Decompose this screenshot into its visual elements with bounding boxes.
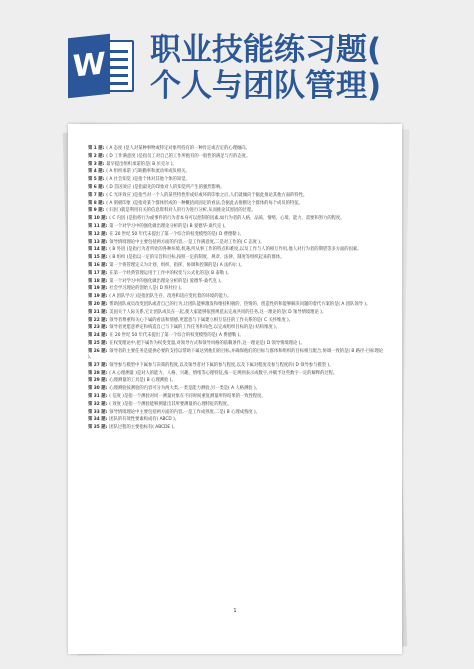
question-item <box>88 216 386 222</box>
question-text: ( C 光环效应 )是指当对一个人的某些特性形成好或坏的印象之后,人们就倾向于据此推论其他方面的特性。 <box>106 192 308 198</box>
question-item <box>88 177 386 183</box>
question-item <box>88 240 386 246</box>
question-list <box>88 146 386 433</box>
question-item <box>88 208 386 214</box>
question-text: ( 效度 )是指一个测验能够测量出其所要测量的心理特征的程度。 <box>109 401 232 407</box>
question-text: 帮助团队成员改变团队或者自己的行为,让团队能够激发和维持积极的、热情的、创造性的和能够解决问题的着代方案的是( A 团队领导 )。 <box>109 301 371 307</box>
question-text: ( D 首因效应 )是指最先的印象对人的知觉所产生的强烈影响。 <box>106 184 225 190</box>
question-number: 第 33 题: <box>88 409 108 415</box>
question-item <box>88 294 386 300</box>
question-number: 第 17 题: <box>88 270 108 276</box>
question-number: 第 32 题: <box>88 401 108 407</box>
question-text: 领导者的主要任务是提供必要的支持以帮助下属达到他们的目标,并确保他们的目标与群体和组织的目标相互配合,协调一致的是( B 路径-目标理论 )。 <box>88 348 384 360</box>
question-item <box>88 425 386 431</box>
question-number: 第 34 题: <box>88 417 108 423</box>
question-item <box>88 232 386 238</box>
question-text: 美国关于人际关系,它让团队成员在一起,使大家能够依照规范去完成共同的任务,这一理论的是( D 领导情境理论 )。 <box>109 309 327 315</box>
question-item <box>88 169 386 175</box>
question-text: ( A 组织承诺 )与缺勤率和流动率成负相关。 <box>106 169 190 175</box>
question-text: 领导情境理论中主要包括两方面的内容,一是工作成熟度,二是( B 心理成熟度 )。 <box>109 409 260 415</box>
question-number: 第 16 题: <box>88 262 108 268</box>
question-item <box>88 193 386 199</box>
question-number: 第 1 题: <box>88 146 105 151</box>
question-text: 心理测验按测验的内容可分为两大类,一类是能力测验,另一类是( A 人格测验 )。 <box>109 386 260 392</box>
question-number: 第 29 题: <box>88 378 108 384</box>
question-item <box>88 325 386 331</box>
question-item <box>88 363 386 369</box>
question-text: 在 20 世纪 50 年代末提出了第一个综合的权变模型的是( D 费德勒 )。 <box>109 231 244 237</box>
word-document-icon <box>68 36 136 96</box>
question-number: 第 6 题: <box>88 184 105 190</box>
question-number: 第 25 题: <box>88 340 108 346</box>
question-number: 第 31 题: <box>88 393 108 399</box>
question-item <box>88 279 386 285</box>
question-number: 第 28 题: <box>88 370 108 376</box>
question-text: 第一个将管理定义为计划、组织、指挥、协调和控制的是( A 法约尔 )。 <box>109 262 245 268</box>
question-item <box>88 371 386 377</box>
cover-title-line-1: 职业技能练习题( <box>150 32 382 68</box>
question-number: 第 14 题: <box>88 247 108 253</box>
question-text: 最早提出组织承诺的是( B 贝克尔 )。 <box>106 161 177 167</box>
question-number: 第 27 题: <box>88 362 108 368</box>
question-text: ( C 内因 )是指将行为或事件的行为者本身可以控制的因素,如行为者的人格、品质、情绪、心境、能力、需要和努力的程度。 <box>109 216 345 222</box>
cover-title <box>150 32 450 104</box>
question-number: 第 12 题: <box>88 231 108 237</box>
question-item <box>88 302 386 308</box>
question-text: ( A 心理测量 )是对人的能力、人格、兴趣、情绪等心理特征,按一定规则表示成数字,并赋予这些数字一定的解释的过程。 <box>109 370 338 376</box>
question-item <box>88 224 386 230</box>
question-text: ( 信度 )是指一个测验对同一测量对象在不同时间重复测量所得结果的一致性程度。 <box>109 393 266 399</box>
word-w-badge: W <box>68 34 110 98</box>
question-text: ( B 外因 )是指行为者所处的各种环境,机遇,所从事工作的特点和难度,以及工作与人的相互作用,他人对行为者的期望等多方面的因素。 <box>109 247 362 253</box>
question-text: 社会学习理论的创始人是( D 班杜拉 )。 <box>109 286 185 292</box>
question-text: ( A 刻板印象 )是指对某个群体形成的一种概括而固定的看法,会据此去推断这个群体的每个成员的特征。 <box>106 200 303 206</box>
question-item <box>88 146 386 152</box>
question-text: 领导者更愿意界定和构造自己与下属的工作任务和角色,以完成组织目标的是( 结构维度 )。 <box>109 325 281 331</box>
question-text: 领导参与模型中下属参与决策的程度,以及领导者对下属的参与程度,以及下属对程度及参与程度的( D 领导参与模型 )。 <box>109 362 334 368</box>
question-item <box>88 318 386 324</box>
question-number: 第 13 题: <box>88 239 108 245</box>
question-number: 第 4 题: <box>88 169 105 175</box>
question-item <box>88 341 386 347</box>
question-item <box>88 349 386 361</box>
question-item <box>88 410 386 416</box>
question-item <box>88 162 386 168</box>
page-number: 1 <box>233 608 237 614</box>
question-text: 领导者尊重和关心下属的看法和情感,更愿意与下属建立相互信任的工作关系的是( C 关怀维度 )。 <box>109 317 293 323</box>
question-item <box>88 263 386 269</box>
question-item <box>88 333 386 339</box>
question-text: ( B 组织 )是指以一定的宗旨和目标,按照一定的制度、规章、法律、制度等组织起来的群体。 <box>109 255 285 261</box>
question-number: 第 9 题: <box>88 208 105 214</box>
question-item <box>88 394 386 400</box>
question-number: 第 7 题: <box>88 192 105 198</box>
question-number: 第 11 题: <box>88 223 108 229</box>
question-number: 第 15 题: <box>88 255 108 261</box>
question-text: 在第一个经典管理运用于工作中的权变与公式化的是( B 泰勒 )。 <box>109 270 232 276</box>
question-item <box>88 310 386 316</box>
question-text: ( A 社会知觉 )是指个体对其他个体的知觉。 <box>106 177 190 183</box>
question-number: 第 20 题: <box>88 301 108 307</box>
question-item <box>88 247 386 253</box>
question-text: 团队过程的主要指标有( ABCDE )。 <box>109 425 178 431</box>
question-text: 第一个对学习中的强化做出理论分析的是( B 爱德华·桑代克 )。 <box>109 223 229 229</box>
question-number: 第 19 题: <box>88 294 108 300</box>
question-text: 在 20 世纪 50 年代末提出了第一个综合的权变模型的是( A 费德勒 )。 <box>109 333 244 339</box>
question-number: 第 35 题: <box>88 425 108 431</box>
question-number: 第 19 题: <box>88 286 108 292</box>
document-page <box>68 124 402 654</box>
question-item <box>88 185 386 191</box>
question-number: 第 21 题: <box>88 309 108 315</box>
question-number: 第 22 题: <box>88 317 108 323</box>
cover-title-line-2: 个人与团队管理) <box>150 68 382 104</box>
question-text: ( D 工作满意度 )是指员工对自己的工作所抱有的一般性的满足与否的态度。 <box>106 153 251 159</box>
question-item <box>88 386 386 392</box>
question-number: 第 2 题: <box>88 153 105 159</box>
question-number: 第 18 题: <box>88 278 108 284</box>
question-number: 第 26 题: <box>88 348 108 354</box>
question-item <box>88 417 386 423</box>
question-number: 第 30 题: <box>88 386 108 392</box>
question-item <box>88 271 386 277</box>
question-text: 团队的有效性要素构成有( ABCD )。 <box>109 417 180 423</box>
question-text: 第一个对学习中的强化做出理论分析的是( 爱德华·桑代克 )。 <box>109 278 225 284</box>
question-number: 第 10 题: <box>88 216 108 222</box>
question-item <box>88 154 386 160</box>
question-text: ( A 态度 )是人对某种事物或特定对象所持有的一种肯定或否定的心理倾向。 <box>106 146 250 151</box>
question-number: 第 5 题: <box>88 177 105 183</box>
question-text: ( A 团队学习 )是指团队生存、改进和适应变化着的环境的能力。 <box>109 294 232 300</box>
question-number: 第 24 题: <box>88 333 108 339</box>
question-number: 第 8 题: <box>88 200 105 206</box>
question-item <box>88 378 386 384</box>
question-number: 第 23 题: <box>88 325 108 331</box>
question-text: 在权变理论中,把下属作为权变变量,对领导方式和领导风格的依赖条件,这一理论是( D 领导情境理论 )。 <box>109 340 305 346</box>
cover-header <box>0 0 474 110</box>
question-item <box>88 201 386 207</box>
question-item <box>88 402 386 408</box>
question-text: ( 归因 )就是利用有关的信息资料对人的行为进行分析,从而推论其原因的过程。 <box>106 208 256 214</box>
question-number: 第 3 题: <box>88 161 105 167</box>
question-item <box>88 255 386 261</box>
question-item <box>88 286 386 292</box>
question-text: 领导情境理论中主要包括两方面的内容,一是工作满意度,二是对工作的( C 态度 )。 <box>109 239 265 245</box>
question-text: 心理测量的工具是( B 心理测验 )。 <box>109 378 176 384</box>
